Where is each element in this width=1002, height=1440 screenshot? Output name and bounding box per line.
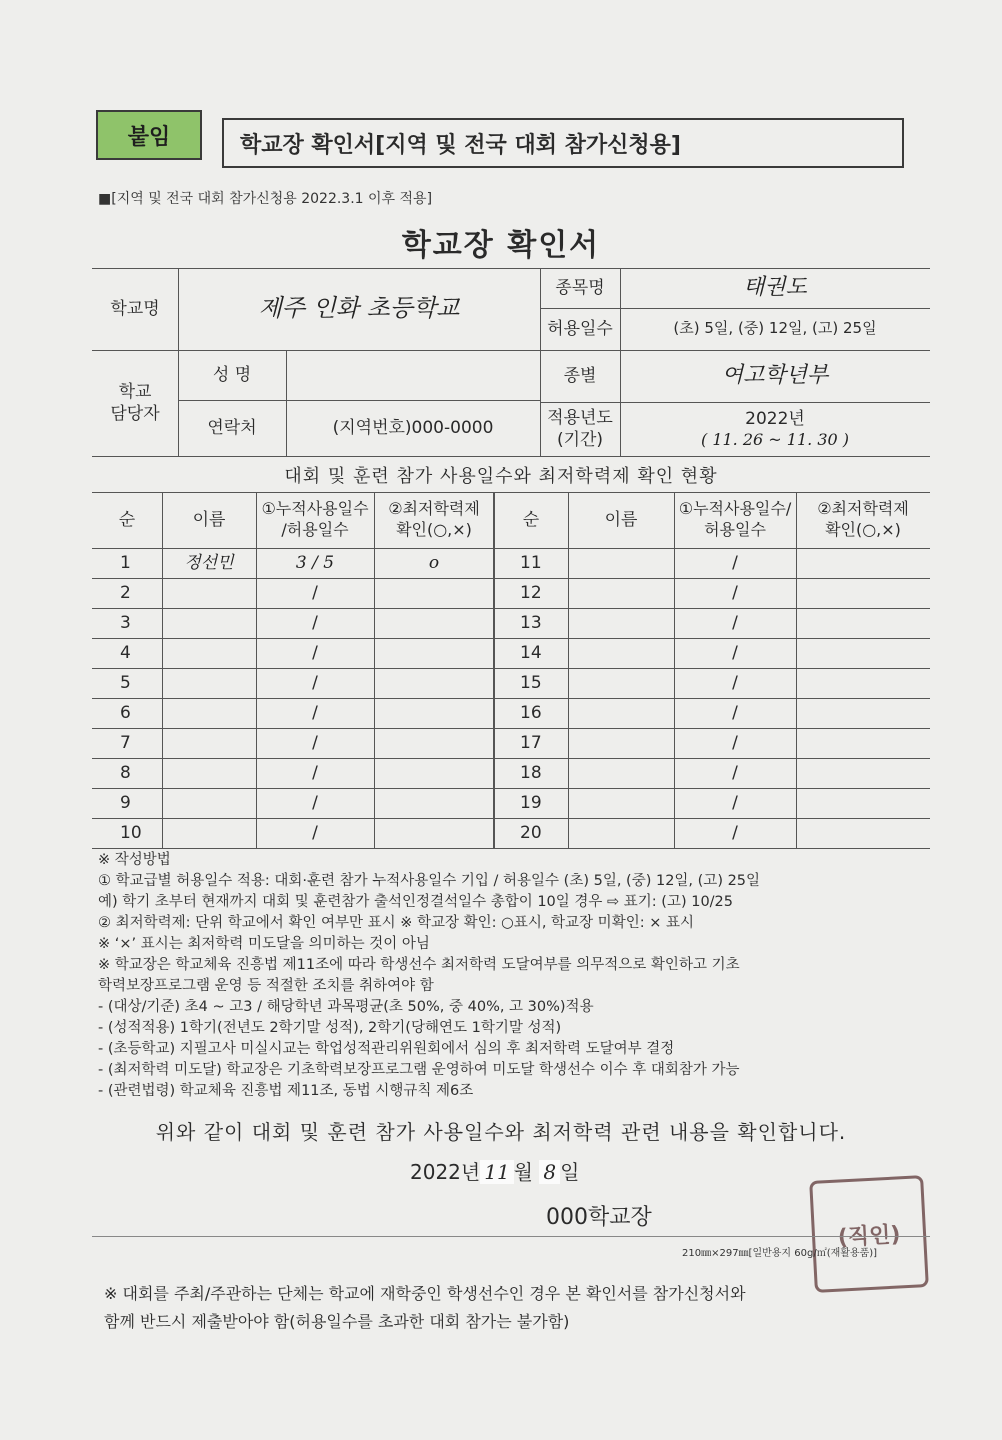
row-number: 10	[120, 822, 142, 843]
note-line: - (초등학교) 지필고사 미실시교는 학업성적관리위원회에서 심의 후 최저학력 도달여부 결정	[98, 1041, 675, 1057]
header-used-days-right-line1: ①누적사용일수/	[678, 499, 792, 519]
row-min-academic-right	[796, 608, 930, 638]
row-number: 6	[120, 702, 131, 723]
row-number-right: 15	[520, 672, 542, 693]
year-text: 2022년	[745, 408, 805, 429]
row-min-academic-right	[796, 638, 930, 668]
period-text: ( 11. 26 ~ 11. 30 )	[700, 429, 849, 449]
school-label: 학교명	[110, 298, 160, 319]
row-name-right	[568, 758, 674, 788]
row-min-academic-right	[796, 548, 930, 578]
footer-divider	[92, 1236, 930, 1237]
school-value: 제주 인화 초등학교	[258, 294, 460, 323]
row-used-days-right: /	[732, 702, 738, 723]
staff-label	[92, 350, 178, 456]
row-number: 3	[120, 612, 131, 633]
date-month: 11	[480, 1160, 513, 1184]
writing-notes	[98, 850, 938, 1102]
header-used-days-right	[674, 492, 796, 548]
row-number: 1	[120, 552, 131, 573]
name-label: 성 명	[212, 364, 252, 385]
row-name	[162, 728, 256, 758]
note-line: 학력보장프로그램 운영 등 적절한 조치를 취하여야 함	[98, 978, 434, 994]
row-name-right	[568, 548, 674, 578]
row-used-days-right: /	[732, 672, 738, 693]
row-used-days-right: /	[732, 732, 738, 753]
row-name: 정선민	[184, 552, 234, 573]
row-min-academic	[374, 758, 494, 788]
name-value	[286, 350, 540, 400]
division-value: 여고학년부	[721, 362, 829, 388]
header-name: 이름	[192, 509, 226, 530]
row-name-right	[568, 728, 674, 758]
year-label	[540, 402, 620, 456]
header-used-days-line1: ①누적사용일수	[261, 499, 369, 519]
row-used-days: 3 / 5	[295, 552, 335, 573]
row-used-days-right: /	[732, 642, 738, 663]
row-number-right: 11	[520, 552, 542, 573]
allowed-days-value: (초) 5일, (중) 12일, (고) 25일	[673, 319, 877, 338]
row-min-academic	[374, 728, 494, 758]
row-number-right: 16	[520, 702, 542, 723]
staff-label-line2: 담당자	[110, 404, 160, 424]
note-line: ① 학교급별 허용일수 적용: 대회·훈련 참가 누적사용일수 기입 / 허용일수 (초) 5일, (중) 12일, (고) 25일	[98, 873, 761, 889]
row-name	[162, 608, 256, 638]
official-seal-stamp	[809, 1175, 929, 1293]
header-used-days	[256, 492, 374, 548]
row-used-days: /	[312, 642, 318, 663]
header-no-right: 순	[522, 509, 540, 530]
header-used-days-right-line2: 허용일수	[704, 520, 766, 539]
division-label: 종별	[563, 365, 597, 386]
note-line: ※ ‘×’ 표시는 최저학력 미도달을 의미하는 것이 아님	[98, 936, 430, 952]
row-number-right: 14	[520, 642, 542, 663]
header-name-right: 이름	[604, 509, 638, 530]
row-min-academic-right	[796, 578, 930, 608]
row-used-days: /	[312, 762, 318, 783]
note-line: - (관련법령) 학교체육 진흥법 제11조, 동법 시행규칙 제6조	[98, 1083, 474, 1099]
document-title: 학교장 확인서	[401, 228, 601, 263]
date-month-unit: 월	[513, 1160, 533, 1184]
footer-note	[104, 1280, 904, 1336]
row-min-academic	[374, 638, 494, 668]
row-used-days-right: /	[732, 792, 738, 813]
row-used-days: /	[312, 672, 318, 693]
row-number: 7	[120, 732, 131, 753]
row-name	[162, 578, 256, 608]
row-number-right: 13	[520, 612, 542, 633]
row-min-academic-right	[796, 668, 930, 698]
note-line: - (성적적용) 1학기(전년도 2학기말 성적), 2학기(당해연도 1학기말 성적)	[98, 1020, 562, 1036]
section-title: 대회 및 훈련 참가 사용일수와 최저학력제 확인 현황	[284, 466, 718, 487]
row-used-days: /	[312, 702, 318, 723]
row-number: 2	[120, 582, 131, 603]
allowed-days-label: 허용일수	[547, 318, 613, 339]
row-number-right: 20	[520, 822, 542, 843]
header-min-academic-right-line1: ②최저학력제	[817, 499, 909, 519]
row-name-right	[568, 578, 674, 608]
row-number-right: 19	[520, 792, 542, 813]
date-day-unit: 일	[560, 1160, 580, 1184]
row-name	[162, 788, 256, 818]
row-name-right	[568, 668, 674, 698]
row-min-academic-right	[796, 698, 930, 728]
header-min-academic-right-line2: 확인(○,×)	[825, 520, 901, 539]
row-used-days: /	[312, 822, 318, 843]
row-name-right	[568, 788, 674, 818]
row-name	[162, 818, 256, 848]
sport-value: 태권도	[743, 274, 807, 300]
row-min-academic	[374, 668, 494, 698]
confirmation-date	[410, 1156, 579, 1185]
paper-spec: 210㎜×297㎜[일반용지 60g/㎡(재활용품)]	[682, 1248, 878, 1259]
note-line: ※ 학교장은 학교체육 진흥법 제11조에 따라 학생선수 최저학력 도달여부를 의무적으로 확인하고 기초	[98, 957, 740, 973]
row-min-academic-right	[796, 818, 930, 848]
note-line: - (대상/기준) 초4 ~ 고3 / 해당학년 과목평균(초 50%, 중 40%, 고 30%)적용	[98, 999, 594, 1015]
row-name	[162, 638, 256, 668]
header-min-academic-line2: 확인(○,×)	[396, 520, 472, 539]
row-number-right: 12	[520, 582, 542, 603]
year-label-line1: 적용년도	[547, 407, 613, 428]
row-used-days-right: /	[732, 582, 738, 603]
row-used-days: /	[312, 792, 318, 813]
date-day: 8	[539, 1160, 560, 1184]
row-used-days-right: /	[732, 762, 738, 783]
row-used-days: /	[312, 582, 318, 603]
row-name	[162, 758, 256, 788]
year-label-line2: (기간)	[556, 430, 604, 450]
table-gridline	[92, 848, 930, 849]
row-number: 4	[120, 642, 131, 663]
row-min-academic	[374, 788, 494, 818]
row-number-right: 17	[520, 732, 542, 753]
sport-label: 종목명	[555, 277, 605, 298]
note-line: ② 최저학력제: 단위 학교에서 확인 여부만 표시 ※ 학교장 확인: ○표시, 학교장 미확인: × 표시	[98, 915, 694, 931]
row-name	[162, 668, 256, 698]
principal-title: 000학교장	[546, 1205, 652, 1230]
row-used-days-right: /	[732, 552, 738, 573]
row-number: 5	[120, 672, 131, 693]
year-value	[620, 402, 930, 456]
header-min-academic-right	[796, 492, 930, 548]
contact-value: (지역번호)000-0000	[332, 417, 494, 438]
row-used-days-right: /	[732, 612, 738, 633]
row-min-academic-right	[796, 758, 930, 788]
note-line: ※ 작성방법	[98, 852, 171, 868]
row-number-right: 18	[520, 762, 542, 783]
footer-line: 함께 반드시 제출받아야 함(허용일수를 초과한 대회 참가는 불가함)	[104, 1312, 570, 1331]
header-used-days-line2: /허용일수	[281, 520, 349, 539]
row-number: 8	[120, 762, 131, 783]
row-name-right	[568, 608, 674, 638]
row-min-academic	[374, 608, 494, 638]
note-line: 예) 학기 초부터 현재까지 대회 및 훈련참가 출석인정결석일수 총합이 10일 경우 ⇨ 표기: (고) 10/25	[98, 894, 734, 910]
note-line: - (최저학력 미도달) 학교장은 기초학력보장프로그램 운영하여 미도달 학생선수 이수 후 대회참가 가능	[98, 1062, 740, 1078]
row-used-days-right: /	[732, 822, 738, 843]
row-name-right	[568, 818, 674, 848]
staff-label-line1: 학교	[118, 381, 152, 402]
row-min-academic	[374, 698, 494, 728]
footer-line: ※ 대회를 주최/주관하는 단체는 학교에 재학중인 학생선수인 경우 본 확인서를 참가신청서와	[104, 1284, 746, 1303]
date-year: 2022년	[410, 1160, 481, 1184]
scope-note: ■[지역 및 전국 대회 참가신청용 2022.3.1 이후 적용]	[98, 191, 433, 207]
header-min-academic-line1: ②최저학력제	[388, 499, 480, 519]
contact-label: 연락처	[207, 417, 257, 438]
row-min-academic	[374, 578, 494, 608]
header-min-academic	[374, 492, 494, 548]
row-name-right	[568, 638, 674, 668]
header-no: 순	[118, 509, 136, 530]
row-number: 9	[120, 792, 131, 813]
row-min-academic: o	[428, 552, 440, 573]
confirmation-statement: 위와 같이 대회 및 훈련 참가 사용일수와 최저학력 관련 내용을 확인합니다.	[155, 1120, 847, 1144]
row-min-academic-right	[796, 788, 930, 818]
row-min-academic	[374, 818, 494, 848]
form-title: 학교장 확인서[지역 및 전국 대회 참가신청용]	[240, 132, 681, 158]
seal-text: (직인)	[837, 1221, 902, 1251]
row-used-days: /	[312, 732, 318, 753]
form-title-box	[222, 118, 904, 168]
attachment-label: 붙임	[96, 110, 202, 160]
row-min-academic-right	[796, 728, 930, 758]
row-used-days: /	[312, 612, 318, 633]
row-name	[162, 698, 256, 728]
row-name-right	[568, 698, 674, 728]
